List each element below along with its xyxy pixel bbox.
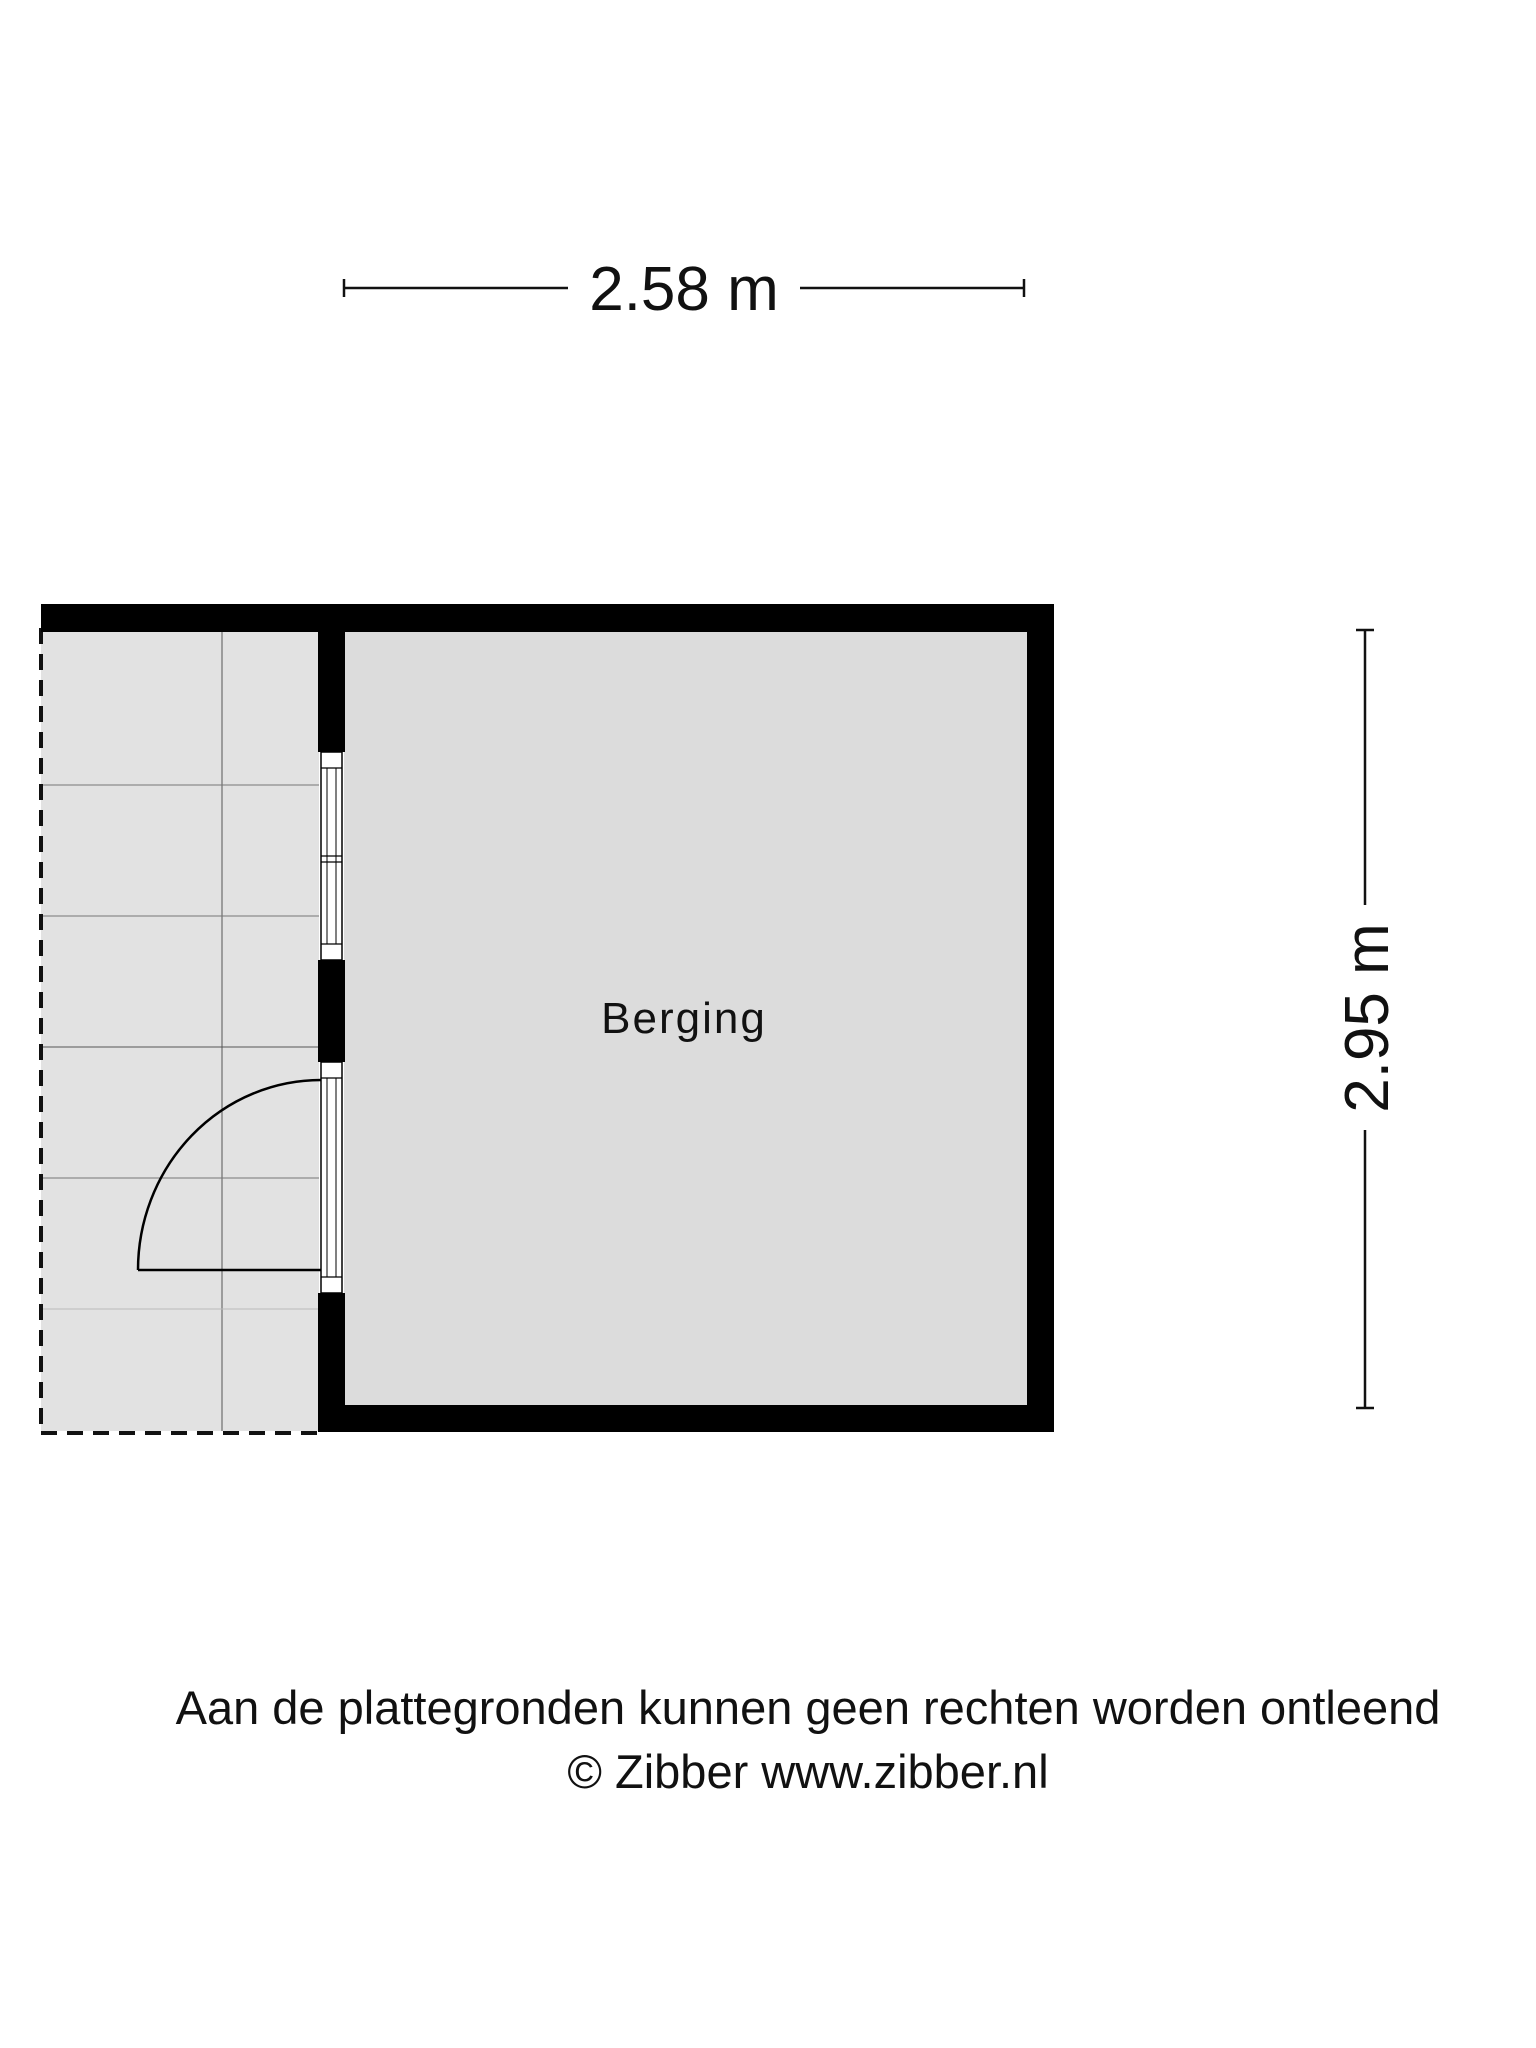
room-label-berging: Berging	[601, 994, 767, 1043]
copyright-text: © Zibber www.zibber.nl	[567, 1745, 1049, 1798]
width-dimension-label: 2.58 m	[589, 255, 779, 324]
height-dimension-label: 2.95 m	[1333, 923, 1402, 1113]
width-dimension	[344, 255, 1024, 324]
outdoor-area	[41, 628, 319, 1433]
window	[321, 752, 342, 960]
disclaimer-text: Aan de plattegronden kunnen geen rechten worden ontleend	[175, 1681, 1441, 1734]
height-dimension	[1333, 630, 1402, 1408]
